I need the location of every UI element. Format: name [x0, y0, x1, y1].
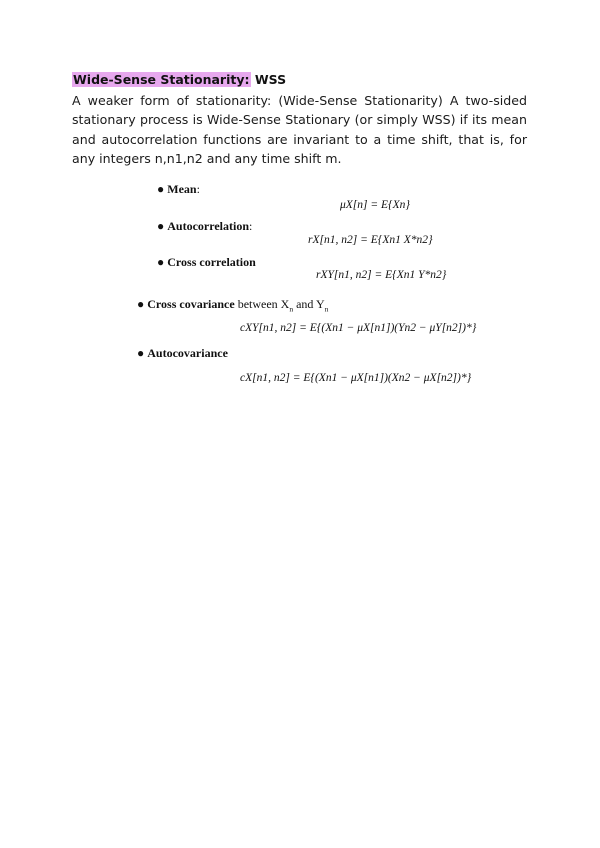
title-suffix: WSS	[254, 72, 287, 87]
cross-correlation-equation-text: rXY[n1, n2] = E{Xn1 Y*n2}	[316, 269, 447, 281]
section-heading	[72, 72, 286, 87]
bullet-autocovariance: ● Autocovariance	[137, 346, 228, 360]
autocorrelation-label: Autocorrelation	[167, 219, 250, 233]
cross-covariance-sub1: n	[289, 304, 294, 314]
cross-correlation-equation	[316, 269, 446, 281]
autocorrelation-equation-text: rX[n1, n2] = E{Xn1 X*n2}	[308, 234, 433, 246]
definition-paragraph: A weaker form of stationarity: (Wide-Sense Stationarity) A two-sided stationary process is Wide-Sense Stationary (or simply WSS) if its mean and autocorrelation functions are invariant to a time shift, that is, for any integers n,n1,n2 and any time shift m.	[72, 93, 527, 166]
autocorrelation-equation	[308, 234, 433, 246]
autocovariance-label: Autocovariance	[147, 346, 228, 360]
bullet-autocorrelation: ● Autocorrelation:	[157, 219, 253, 233]
cross-covariance-and: and Y	[293, 297, 325, 311]
cross-covariance-label: Cross covariance	[147, 297, 235, 311]
bullet-mean: ● Mean:	[157, 182, 200, 196]
mean-label: Mean	[167, 182, 197, 196]
mean-colon: :	[196, 182, 200, 196]
autocovariance-equation	[240, 372, 471, 384]
highlighted-title: Wide-Sense Stationarity:	[73, 72, 250, 87]
mean-equation-text: μX[n] = E{Xn}	[340, 199, 411, 211]
cross-covariance-equation-text: cXY[n1, n2] = E{(Xn1 − μX[n1])(Yn2 − μY[n2])*}	[240, 322, 477, 334]
autocovariance-equation-text: cX[n1, n2] = E{(Xn1 − μX[n1])(Xn2 − μX[n2])*}	[240, 372, 472, 384]
cross-covariance-sub2: n	[324, 304, 329, 314]
mean-equation	[340, 199, 410, 211]
bullet-cross-covariance: ● Cross covariance between $X_n$ and $Y_n$	[137, 297, 329, 314]
autocorrelation-colon: :	[249, 219, 253, 233]
cross-covariance-rest: between X	[234, 297, 290, 311]
cross-covariance-equation	[240, 322, 476, 334]
cross-correlation-label: Cross correlation	[167, 255, 256, 269]
bullet-cross-correlation: ● Cross correlation	[157, 255, 256, 269]
